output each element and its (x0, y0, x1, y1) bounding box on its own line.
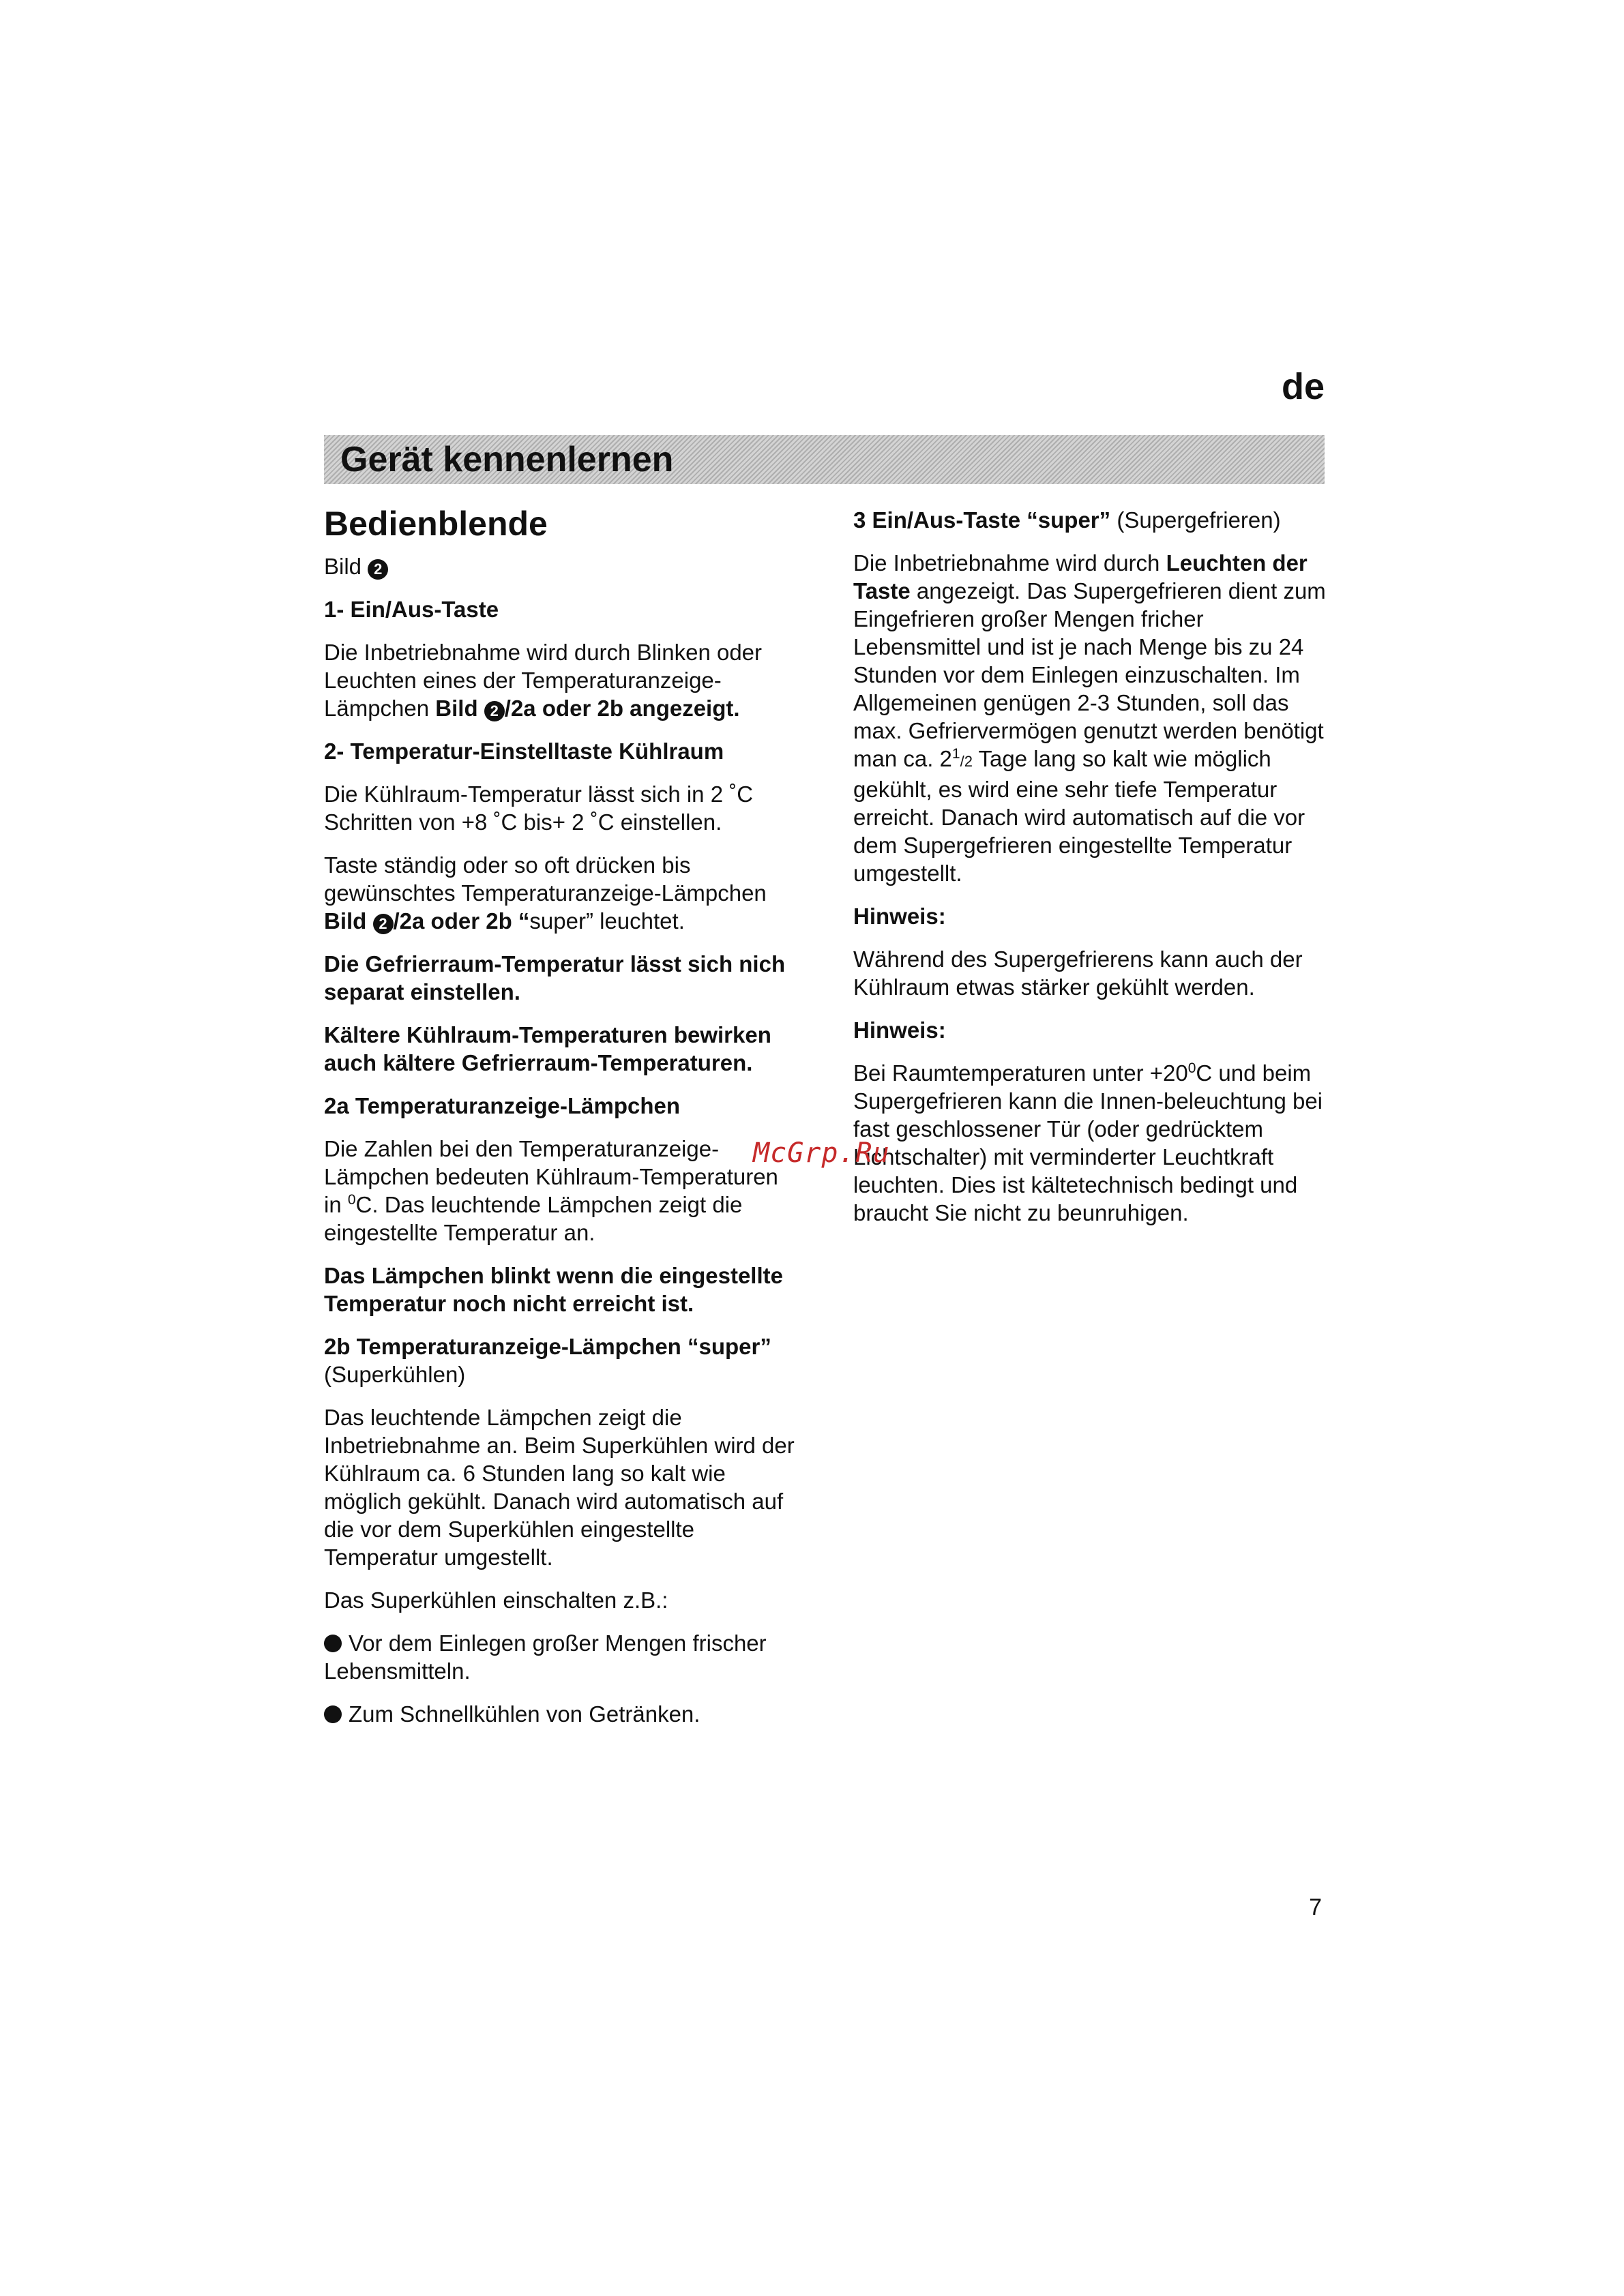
section-2-para-1: Die Kühlraum-Temperatur lässt sich in 2 ˚C Schritten von +8 ˚C bis+ 2 ˚C einstellen. (324, 781, 754, 835)
section-2b-intro: Das Superkühlen einschalten z.B.: (324, 1587, 668, 1613)
section-2-para-2: Taste ständig oder so oft drücken bis gewünschtes Temperaturanzeige-Lämpchen Bild 2 /2a oder 2b “super” leuchtet. (324, 852, 767, 934)
left-column (324, 505, 801, 1743)
figure-ref-label: Bild (324, 554, 362, 579)
section-2b-subtitle: (Superkühlen) (324, 1362, 466, 1387)
section-1-body: Die Inbetriebnahme wird durch Blinken oder Leuchten eines der Temperaturanzeige-Lämpchen Bild 2 /2a oder 2b angezeigt. (324, 640, 763, 721)
section-2-title: 2- Temperatur-Einstelltaste Kühlraum (324, 739, 724, 764)
hinweis-2-body: Bei Raumtemperaturen unter $+20^0C$ und beim Supergefrieren kann die Innen-beleuchtung bei fast geschlossener Tür (oder gedrücktem Lichtschalter) mit verminderter Leuchtkraft leuchten. Dies ist kältetechnisch bedingt und braucht Sie nicht zu beunruhigen. (853, 1060, 1323, 1225)
section-1-title: 1- Ein/Aus-Taste (324, 597, 499, 622)
watermark: McGrp.Ru (753, 1137, 890, 1169)
hinweis-2-title: Hinweis: (853, 1017, 946, 1043)
section-2b-title: 2b Temperaturanzeige-Lämpchen “super” (324, 1334, 771, 1359)
section-3-title: 3 Ein/Aus-Taste “super” (Supergefrieren) (853, 507, 1281, 533)
section-2a-note: Das Lämpchen blinkt wenn die eingestellte Temperatur noch nicht erreicht ist. (324, 1263, 783, 1316)
section-2a-body: Die Zahlen bei den Temperaturanzeige-Lämpchen bedeuten Kühlraum-Temperaturen in $^0$C. Das leuchtende Lämpchen zeigt die eingestellte Temperatur an. (324, 1136, 778, 1245)
section-title: Gerät kennenlernen (340, 440, 674, 479)
section-2b-body: Das leuchtende Lämpchen zeigt die Inbetriebnahme an. Beim Superkühlen wird der Kühlraum ca. 6 Stunden lang so kalt wie möglich gekühlt. Danach wird automatisch auf die vor dem Superkühlen eingestellte Temperatur umgestellt. (324, 1405, 795, 1570)
list-item: Zum Schnellkühlen von Getränken. (324, 1700, 801, 1728)
bullet-dot-icon (324, 1635, 342, 1652)
heading-bedienblende: Bedienblende (324, 505, 548, 543)
list-item: Vor dem Einlegen großer Mengen frischer Lebensmitteln. (324, 1630, 767, 1684)
section-3-body: Die Inbetriebnahme wird durch Leuchten der Taste angezeigt. Das Supergefrieren dient zum Eingefrieren großer Mengen fricher Lebensmittel und ist je nach Menge bis zu 24 Stunden vor dem Einlegen einzuschalten. Im Allgemeinen genügen 2-3 Stunden, soll das max. Gefriervermögen genutzt werden benötigt man ca. $2^1/2$ Tage lang so kalt wie möglich gekühlt, es wird eine sehr tiefe Temperatur erreicht. Danach wird automatisch auf die vor dem Supergefrieren eingestellte Temperatur umgestellt. (853, 550, 1326, 886)
section-2-note-2: Kältere Kühlraum-Temperaturen bewirken auch kältere Gefrierraum-Temperaturen. (324, 1022, 771, 1075)
figure-number-badge: 2 (373, 914, 394, 934)
hinweis-1-body: Während des Supergefrierens kann auch der Kühlraum etwas stärker gekühlt werden. (853, 946, 1303, 1000)
figure-number-badge: 2 (484, 701, 505, 721)
page-number: 7 (1309, 1894, 1322, 1920)
language-tag: de (1281, 366, 1325, 407)
section-2a-title: 2a Temperaturanzeige-Lämpchen (324, 1093, 681, 1118)
right-column (853, 506, 1331, 1242)
section-banner (324, 435, 1325, 484)
figure-number-badge: 2 (368, 559, 388, 580)
section-2-note-1: Die Gefrierraum-Temperatur lässt sich nich separat einstellen. (324, 951, 786, 1004)
bullet-dot-icon (324, 1705, 342, 1723)
hinweis-1-title: Hinweis: (853, 904, 946, 929)
section-2b-title-block (324, 1332, 801, 1388)
figure-ref (324, 552, 801, 580)
